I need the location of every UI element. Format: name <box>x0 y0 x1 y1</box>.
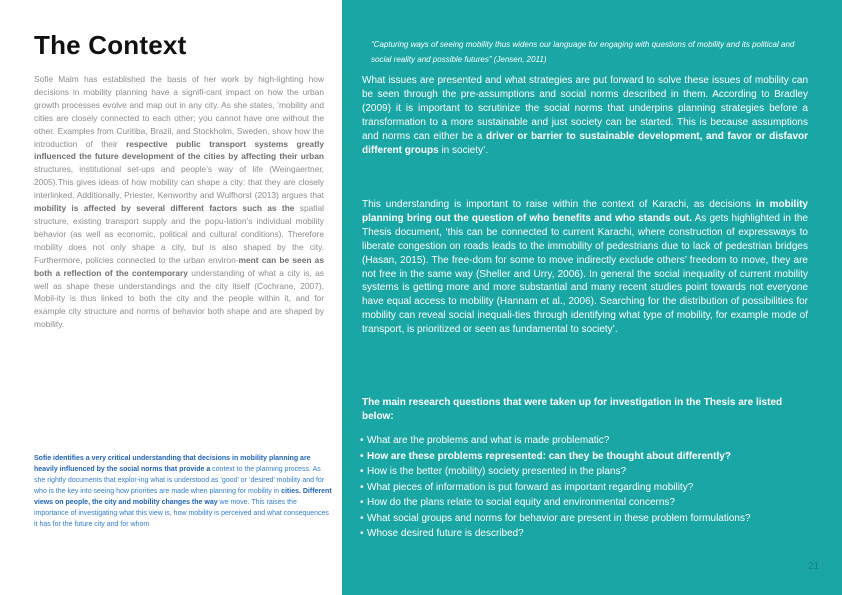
list-item: • How is the better (mobility) society presented in the plans? <box>360 464 806 480</box>
intro-text-4: understanding of what a city is, as well as shape these understandings and the city itself (Cochrane, 2007). Mobil-ity is thus linked to both the city and the people within it, and for example city structure and norms of behavior both shape and are shaped by mobility. <box>34 267 324 330</box>
intro-highlight-3: ment can be seen as both a reflection of the contemporary <box>34 254 324 278</box>
research-questions-list <box>360 433 806 542</box>
intro-paragraph <box>34 73 324 331</box>
intro-highlight-1: respective public transport systems greatly influenced the future development of the cities by affecting their urban <box>34 138 324 162</box>
callout-highlight-1: Sofie identifies a very critical understanding that decisions in mobility planning are heavily influenced by the social norms that provide a <box>34 455 311 473</box>
page-number: 21 <box>808 561 820 572</box>
list-item: • What pieces of information is put forward as important regarding mobility? <box>360 480 806 496</box>
intro-text-3: spatial structure, existing transport supply and the popu-lation’s individual mobility behavior (as well as economic, political and cultural conditions). Therefore mobility does not only shape a city, but is also shaped by the city. Furthermore, policies connected to the urban environ- <box>34 203 324 265</box>
p1-highlight: driver or barrier to sustainable development, and favor or disfavor different groups <box>362 130 809 156</box>
list-item: • Whose desired future is described? <box>360 526 806 542</box>
callout-highlight-2: cities. Different views on people, the city and mobility changes the way <box>34 488 332 506</box>
list-item: • What social groups and norms for behavior are present in these problem formulations? <box>360 511 806 527</box>
list-item: • How are these problems represented: can they be thought about differently? <box>360 449 806 465</box>
callout-text-1: context to the planning process. As she rightly documents that explor-ing what is understood as ‘good’ or ‘desired’ mobility and for who is the key into seeing how priorities are made when planning for mobility in <box>34 466 325 495</box>
p2-highlight: in mobility planning bring out the question of who benefits and who stands out. <box>362 199 808 224</box>
left-page <box>0 0 342 595</box>
p2-text-2: As gets highlighted in the Thesis document, ‘this can be connected to current Karachi, where construction of expressways to liberate congestion on roads leads to the immobility of pedestrians due to lack of pedestrian bridges (Hasan, 2015). The free-dom for some to move indirectly exclude others’ freedom to move, they are not free in the same way (Sheller and Urry, 2006). In general the social inequality of current mobility systems is getting more and more substantial and many recent studies point towards not everyone have equal access to mobility (Hannam et al., 2006). Searching for the distribution of possibilities for mobility can reveal social inequali-ties through identifying what type of mobility, for example mode of transport, is prioritized or seen as fundamental to society’. <box>362 212 808 336</box>
body-paragraph-2 <box>362 198 808 337</box>
p1-text-2: in society’. <box>438 144 489 156</box>
body-paragraph-1 <box>362 74 808 157</box>
p2-text-1: This understanding is important to raise within the context of Karachi, as decisions <box>362 199 756 210</box>
page-title: The Context <box>34 30 187 60</box>
callout-text-2: we move. This raises the importance of investigating what this view is, how mobility is perceived and what consequences it has for the future city and for whom <box>34 499 329 528</box>
intro-text-2: structures, institutional set-ups and people’s way of life (Weingaertner, 2005).This gives ideas of how mobility can shape a city: that they are closely interlinked. Additionally, Priester, Kenworthy and Wulfhorst (2013) argues that <box>34 164 324 201</box>
list-item: • How do the plans relate to social equity and environmental concerns? <box>360 495 806 511</box>
list-item: • What are the problems and what is made problematic? <box>360 433 806 449</box>
p1-text-1: What issues are presented and what strategies are put forward to solve these issues of mobility can be seen through the pre-assumptions and social norms described in them. According to Bradley (2009) it is important to scrutinize the social norms that underpins planning strategies before a transformation to a more sustainable and just society can be started. This is because assumptions and norms can either be a <box>362 75 808 142</box>
pull-quote: “Capturing ways of seeing mobility thus widens our language for engaging with questions of mobility and its political and social reality and possible futures” (Jensen, 2011) <box>371 40 795 64</box>
research-questions-heading: The main research questions that were taken up for investigation in the Thesis are listed below: <box>362 397 783 422</box>
callout-paragraph <box>34 453 332 530</box>
intro-text-1: Sofie Malm has established the basis of her work by high-lighting how decisions in mobility planning have a signifi-cant impact on how the urban growth processes evolve and map out in any city. As she states, ‘mobility and cities are closely connected to each other; you cannot have one without the other. Examples from Curitiba, Brazil, and Stockholm, Sweden, show how the introduction of their <box>34 74 324 149</box>
intro-highlight-2: mobility is affected by several different factors such as the <box>34 203 295 214</box>
